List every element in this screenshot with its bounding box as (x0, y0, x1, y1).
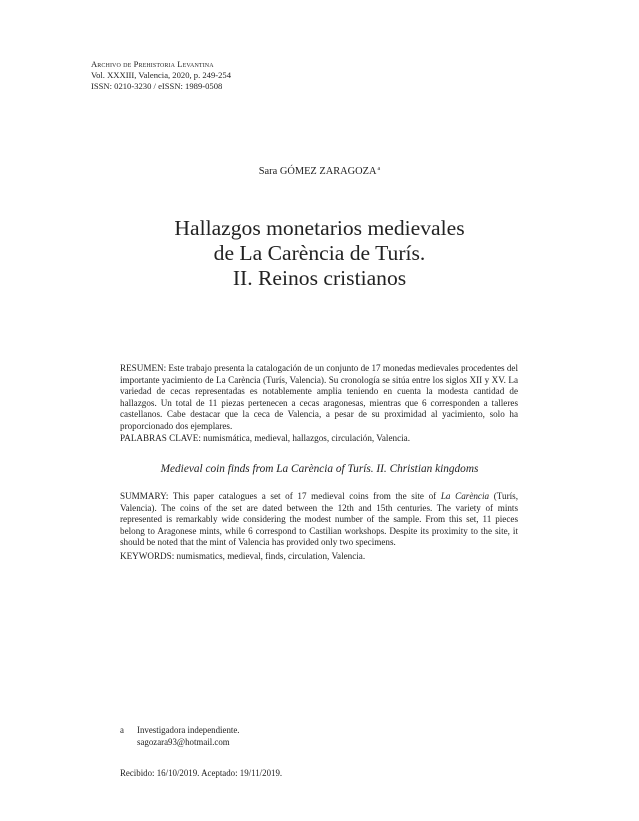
summary-text (120, 491, 518, 549)
author-name: Sara GÓMEZ ZARAGOZA (258, 166, 377, 177)
journal-name: Archivo de Prehistoria Levantina (91, 59, 214, 69)
footnote-affiliation: Investigadora independiente. (137, 725, 240, 735)
article-title (0, 216, 639, 291)
summary-after: (Turís, Valencia). The coins of the set are dated between the 12th and 15th centuries. The variety of mints represented is remarkably wide considering the modest number of the sample. From this set, 11 pieces belong to Aragonese mints, while 6 correspond to Castilian workshops. Despite its proximity to the site, it should be noted that the mint of Valencia has provided only two specimens. (120, 491, 518, 547)
resumen-text: RESUMEN: Este trabajo presenta la catalogación de un conjunto de 17 monedas medievales procedentes del importante yacimiento de La Carència (Turís, Valencia). Su cronología se sitúa entre los siglos XII y XV. La variedad de cecas representadas es notablemente amplia teniendo en cuenta la modesta cantidad de hallazgos. Un total de 11 piezas pertenecen a cecas aragonesas, mientras que 6 corresponden a talleres castellanos. Cabe destacar que la ceca de Valencia, a pesar de su proximidad al yacimiento, solo ha proporcionado dos ejemplares. (120, 363, 518, 431)
journal-volume: Vol. XXXIII, Valencia, 2020, p. 249-254 (91, 70, 232, 80)
palabras-clave: PALABRAS CLAVE: numismática, medieval, hallazgos, circulación, Valencia. (120, 433, 410, 443)
journal-header (91, 59, 231, 92)
abstract-english (120, 491, 518, 549)
affiliation-mark: a (377, 166, 381, 172)
summary-before: SUMMARY: This paper catalogues a set of 17 medieval coins from the site of (120, 491, 441, 501)
footnote-mark: a (120, 725, 124, 735)
journal-issn: ISSN: 0210-3230 / eISSN: 1989-0508 (91, 81, 223, 91)
received-accepted-dates: Recibido: 16/10/2019. Aceptado: 19/11/2019. (120, 768, 283, 778)
title-line-1: Hallazgos monetarios medievales (174, 216, 465, 240)
summary-site-name: La Carència (440, 491, 490, 501)
abstract-spanish (120, 363, 518, 432)
keywords-english: KEYWORDS: numismatics, medieval, finds, circulation, Valencia. (120, 551, 366, 561)
title-line-2: de La Carència de Turís. (213, 241, 426, 265)
english-title: Medieval coin finds from La Carència of Turís. II. Christian kingdoms (160, 463, 479, 475)
footnote-body (137, 725, 240, 748)
author-line (0, 166, 639, 177)
footnote-email: sagozara93@hotmail.com (137, 736, 230, 747)
title-line-3: II. Reinos cristianos (232, 266, 407, 290)
